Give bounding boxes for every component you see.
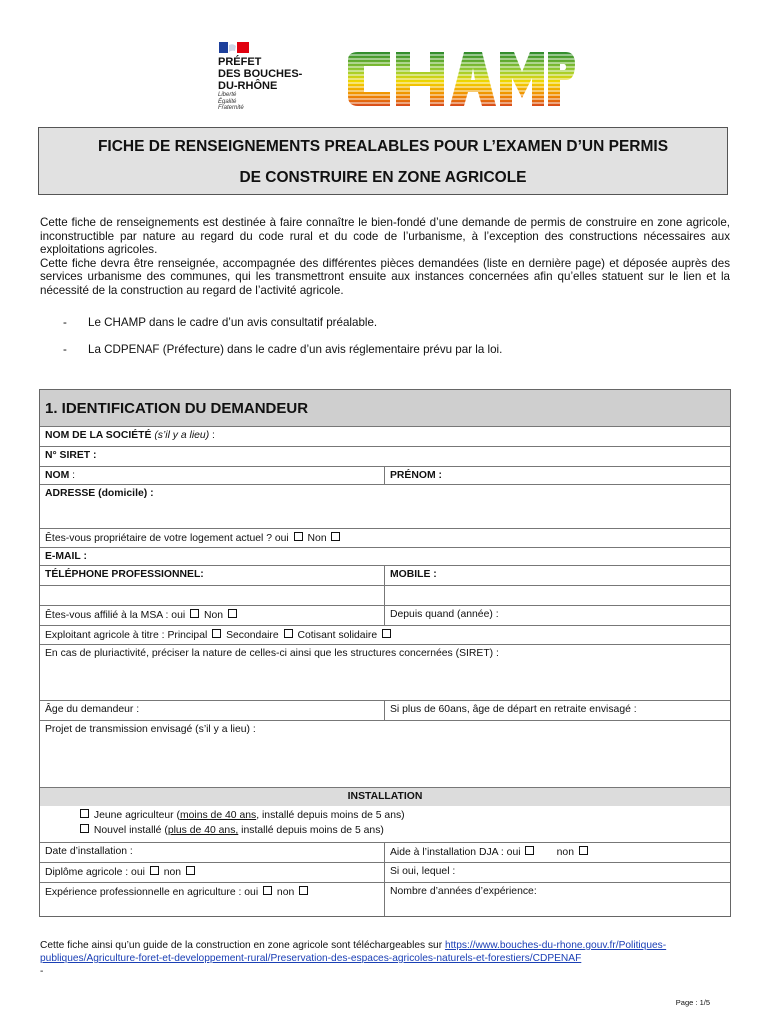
societe-field[interactable]: NOM DE LA SOCIÉTÉ (s’il y a lieu) : [40, 426, 730, 446]
checkbox-nouvel-installe[interactable] [80, 824, 89, 833]
checkbox-msa-oui[interactable] [190, 609, 199, 618]
mobile-field[interactable]: MOBILE : [384, 566, 730, 585]
age-field[interactable]: Âge du demandeur : [45, 704, 140, 715]
checkbox-dja-non[interactable] [579, 846, 588, 855]
checkbox-dja-oui[interactable] [525, 846, 534, 855]
age-row [40, 700, 730, 720]
proprietaire-row: Êtes-vous propriétaire de votre logement actuel ? oui Non [40, 528, 730, 547]
identification-form [39, 389, 731, 917]
title-line-2: DE CONSTRUIRE EN ZONE AGRICOLE [239, 169, 527, 186]
document-title [38, 127, 728, 195]
installation-options: Jeune agriculteur (moins de 40 ans, installé depuis moins de 5 ans) Nouvel installé (plus de 40 ans, installé depuis moins de 5 ans) [40, 806, 730, 842]
telephone-field[interactable]: TÉLÉPHONE PROFESSIONNEL: [45, 569, 204, 580]
page-number: Page : 1/5 [675, 998, 710, 1007]
pluriactivite-field[interactable]: En cas de pluriactivité, préciser la nature de celles-ci ainsi que les structures concernées (SIRET) : [40, 644, 730, 700]
exploitant-row: Exploitant agricole à titre : Principal Secondaire Cotisant solidaire [40, 625, 730, 644]
annees-experience-field[interactable]: Nombre d’années d’expérience: [384, 883, 730, 916]
republic-motto: Liberté Égalité Fraternité [218, 92, 244, 111]
checkbox-experience-non[interactable] [299, 886, 308, 895]
telephone-row [40, 565, 730, 585]
checkbox-secondaire[interactable] [284, 629, 293, 638]
footer-dash: - [40, 966, 44, 977]
adresse-field[interactable]: ADRESSE (domicile) : [40, 484, 730, 528]
checkbox-proprietaire-oui[interactable] [294, 532, 303, 541]
nom-prenom-row [40, 466, 730, 484]
marianne-logo [219, 42, 249, 53]
checkbox-principal[interactable] [212, 629, 221, 638]
email-field[interactable]: E-MAIL : [40, 547, 730, 565]
prenom-field[interactable]: PRÉNOM : [384, 467, 730, 484]
checkbox-jeune-agriculteur[interactable] [80, 809, 89, 818]
intro-text [40, 216, 730, 297]
intro-paragraph-1: Cette fiche de renseignements est destinée à faire connaître le bien-fondé d’une demande de permis de construire en zone agricole, inconstructible par nature au regard du code rural et du code de l’urbanisme, à l’exception des constructions nécessaires aux exploitations agricoles. [40, 216, 730, 256]
nom-field[interactable]: NOM : [45, 470, 76, 481]
checkbox-msa-non[interactable] [228, 609, 237, 618]
checkbox-diplome-non[interactable] [186, 866, 195, 875]
diplome-lequel-field[interactable]: Si oui, lequel : [384, 863, 730, 882]
intro-paragraph-2: Cette fiche devra être renseignée, accompagnée des différentes pièces demandées (liste en dernière page) et déposée auprès des services urbanisme des communes, qui les transmettront ensuite aux instances concernées afin qu’elles statuent sur le lien et la nécessité de la construction au regard de l’activité agricole. [40, 256, 730, 297]
checkbox-diplome-oui[interactable] [150, 866, 159, 875]
checkbox-cotisant[interactable] [382, 629, 391, 638]
section-header: 1. IDENTIFICATION DU DEMANDEUR [40, 390, 730, 426]
experience-row: Expérience professionnelle en agriculture : oui non Nombre d’années d’expérience: [40, 882, 730, 916]
footer-note: Cette fiche ainsi qu’un guide de la construction en zone agricole sont téléchargeables sur https://www.bouches-du-rhone.gouv.fr/Politiques-publiques/Agriculture-foret-et-developpement-rural/Preservation-des-espaces-agricoles-naturels-et-forestiers/CDPENAF - [40, 939, 730, 978]
date-install-field[interactable]: Date d’installation : [45, 846, 133, 857]
depuis-field[interactable]: Depuis quand (année) : [384, 606, 730, 625]
title-line-1: FICHE DE RENSEIGNEMENTS PREALABLES POUR L’EXAMEN D’UN PERMIS [97, 138, 669, 155]
installation-header: INSTALLATION [40, 787, 730, 806]
date-install-row: Date d’installation : Aide à l’installation DJA : oui non [40, 842, 730, 862]
blank-row [40, 585, 730, 605]
prefecture-name: PRÉFET DES BOUCHES- DU-RHÔNE [218, 56, 303, 92]
transmission-field[interactable]: Projet de transmission envisagé (s’il y a lieu) : [40, 720, 730, 787]
retraite-field[interactable]: Si plus de 60ans, âge de départ en retraite envisagé : [384, 701, 730, 720]
msa-row: Êtes-vous affilié à la MSA : oui Non Depuis quand (année) : [40, 605, 730, 625]
siret-field[interactable]: N° SIRET : [40, 446, 730, 466]
checkbox-experience-oui[interactable] [263, 886, 272, 895]
download-link[interactable]: https://www.bouches-du-rhone.gouv.fr/Politiques-publiques/Agriculture-foret-et-developpement-rural/Preservation-des-espaces-agricoles-naturels-et-forestiers/CDPENAF [40, 940, 667, 964]
diplome-row: Diplôme agricole : oui non Si oui, lequel : [40, 862, 730, 882]
champ-logo [346, 50, 576, 108]
checkbox-proprietaire-non[interactable] [331, 532, 340, 541]
